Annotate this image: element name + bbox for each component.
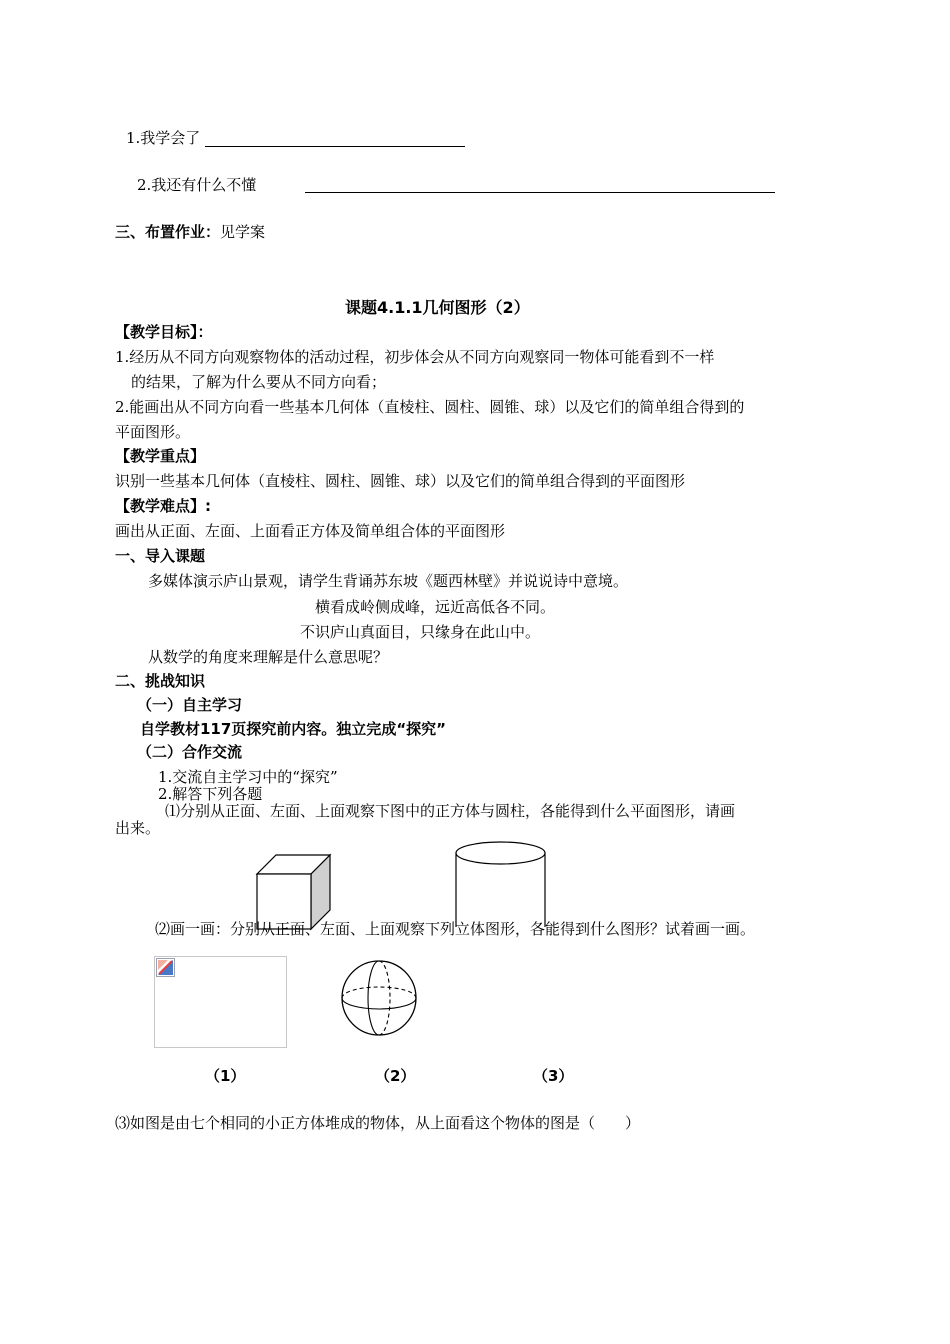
image-placeholder	[154, 956, 287, 1048]
q1-line1: ⑴分别从正面、左面、上面观察下图中的正方体与圆柱，各能得到什么平面图形，请画	[165, 802, 736, 820]
homework-line	[115, 222, 265, 242]
sphere-outline	[342, 961, 416, 1035]
figure-label-1: （1）	[205, 1067, 246, 1085]
coop-item1: 1.交流自主学习中的“探究”	[158, 768, 338, 786]
challenge-heading: 二、挑战知识	[115, 672, 206, 690]
goals-heading: 【教学目标】：	[115, 323, 213, 341]
lesson-title: 课题4.1.1几何图形（2）	[345, 298, 530, 317]
learned-label: 1.我学会了	[126, 129, 201, 147]
intro-heading: 一、导入课题	[115, 547, 206, 565]
broken-image-icon	[156, 958, 176, 978]
difficulty-text: 画出从正面、左面、上面看正方体及简单组合体的平面图形	[115, 522, 506, 540]
homework-text: 见学案	[220, 223, 266, 241]
intro-text: 多媒体演示庐山景观，请学生背诵苏东坡《题西林壁》并说说诗中意境。	[148, 572, 629, 590]
self-study-text: 自学教材117页探究前内容。独立完成“探究”	[140, 720, 447, 738]
goal1-line1: 1.经历从不同方向观察物体的活动过程，初步体会从不同方向观察同一物体可能看到不一样	[115, 348, 715, 366]
self-study-heading: （一）自主学习	[137, 696, 243, 714]
questions-answer-line[interactable]	[305, 192, 775, 193]
coop-heading: （二）合作交流	[137, 743, 243, 761]
homework-heading: 三、布置作业：	[115, 223, 221, 241]
figure-label-2: （2）	[375, 1067, 416, 1085]
q1-line2: 出来。	[115, 819, 161, 837]
learned-answer-line[interactable]	[205, 146, 465, 147]
sphere-figure	[340, 958, 420, 1038]
questions-label: 2.我还有什么不懂	[137, 176, 257, 194]
key-heading: 【教学重点】	[115, 447, 206, 465]
difficulty-heading: 【教学难点】:	[115, 497, 211, 515]
poem-line1: 横看成岭侧成峰，远近高低各不同。	[315, 598, 556, 616]
goal2-line2: 平面图形。	[115, 423, 191, 441]
q3-text: ⑶如图是由七个相同的小正方体堆成的物体，从上面看这个物体的图是（ ）	[115, 1114, 641, 1132]
key-text: 识别一些基本几何体（直棱柱、圆柱、圆锥、球）以及它们的简单组合得到的平面图形	[115, 472, 686, 490]
coop-item2: 2.解答下列各题	[158, 785, 263, 803]
figure-label-3: （3）	[533, 1067, 574, 1085]
q2-text: ⑵画一画：分别从正面、左面、上面观察下列立体图形，各能得到什么图形？试着画一画。	[155, 920, 756, 938]
poem-line2: 不识庐山真面目，只缘身在此山中。	[300, 623, 541, 641]
cylinder-figure	[455, 841, 547, 931]
cylinder-top-ellipse	[456, 842, 545, 864]
goal2-line1: 2.能画出从不同方向看一些基本几何体（直棱柱、圆柱、圆锥、球）以及它们的简单组合得到的	[115, 398, 745, 416]
goal1-line2: 的结果，了解为什么要从不同方向看；	[131, 373, 387, 391]
intro-question: 从数学的角度来理解是什么意思呢？	[148, 648, 389, 666]
